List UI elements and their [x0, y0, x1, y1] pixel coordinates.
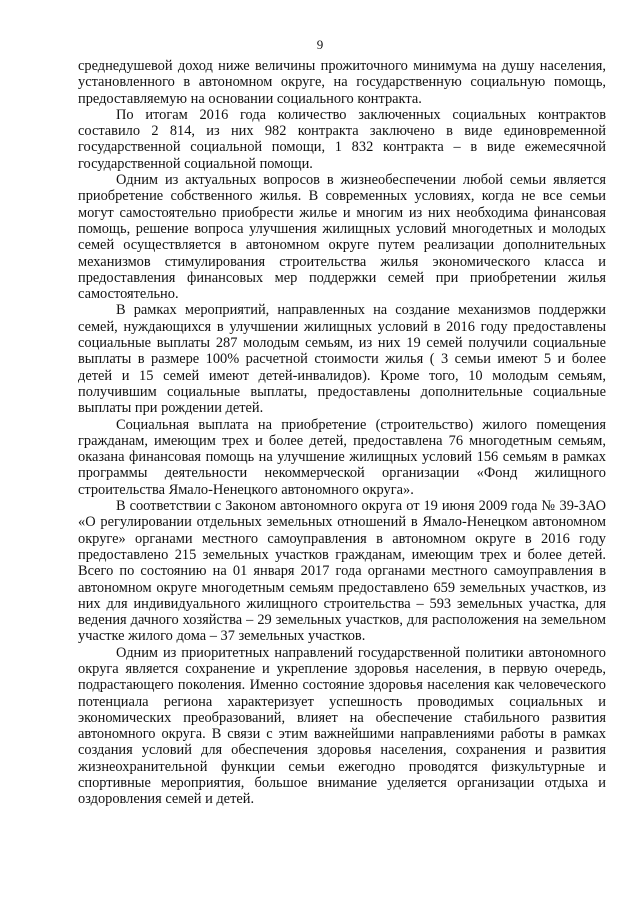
paragraph-population-health: Одним из приоритетных направлений государственной политики автономного округа является сохранение и укрепление здоровья населения, в первую очередь, подрастающего поколения. Именно состояние здоровья населения как человеческого потенциала региона характеризует успешность проводимых социальных и экономических преобразований, влияет на обеспечение стабильного развития автономного округа. В связи с этим важнейшими направлениями работы в рамках создания условий для обеспечения здоровья населения, сохранения и развития жизнеохранительной функции семьи ежегодно проводятся физкультурные и спортивные мероприятия, большое внимание уделяется организации отдыха и оздоровления семей и детей.	[78, 644, 606, 808]
paragraph-large-families-payment: Социальная выплата на приобретение (строительство) жилого помещения гражданам, имеющим трех и более детей, предоставлена 76 многодетным семьям, оказана финансовая помощь на улучшение жилищных условий 156 семьям в рамках программы деятельности некоммерческой организации «Фонд жилищного строительства Ямало-Ненецкого автономного округа».	[78, 416, 606, 498]
document-body	[78, 58, 606, 808]
paragraph-land-plots: В соответствии с Законом автономного округа от 19 июня 2009 года № 39-ЗАО «О регулировании отдельных земельных отношений в Ямало-Ненецком автономном округе» органами местного самоуправления в автономном округе в 2016 году предоставлено 215 земельных участков гражданам, имеющим трех и более детей. Всего по состоянию на 01 января 2017 года органами местного самоуправления в автономном округе многодетным семьям предоставлено 659 земельных участков, из них для индивидуального жилищного строительства – 593 земельных участка, для ведения дачного хозяйства – 29 земельных участков, для расположения на земельном участке жилого дома – 37 земельных участков.	[78, 498, 606, 645]
page-number: 9	[316, 37, 324, 52]
paragraph-housing-acquisition: Одним из актуальных вопросов в жизнеобеспечении любой семьи является приобретение собственного жилья. В современных условиях, когда не все семьи могут самостоятельно приобрести жилье и многим из них необходима финансовая помощь, решение вопроса улучшения жилищных условий многодетных и молодых семей осуществляется в автономном округе путем реализации дополнительных механизмов стимулирования строительства жилья экономического класса и предоставления финансовых мер поддержки семей при приобретении жилья самостоятельно.	[78, 172, 606, 303]
paragraph-social-contracts-2016: По итогам 2016 года количество заключенных социальных контрактов составило 2 814, из них 982 контракта заключено в виде единовременной государственной социальной помощи, 1 832 контракта – в виде ежемесячной государственной социальной помощи.	[78, 106, 606, 172]
paragraph-young-families-payments: В рамках мероприятий, направленных на создание механизмов поддержки семей, нуждающихся в улучшении жилищных условий в 2016 году предоставлены социальные выплаты 287 молодым семьям, из них 19 семей получили социальные выплаты в размере 100% расчетной стоимости жилья ( 3 семьи имеют 5 и более детей и 15 семей имеют детей-инвалидов). Кроме того, 10 молодым семьям, получившим социальные выплаты, предоставлены дополнительные социальные выплаты при рождении детей.	[78, 302, 606, 417]
paragraph-social-contract-continuation: среднедушевой доход ниже величины прожиточного минимума на душу населения, установленного в автономном округе, на государственную социальную помощь, предоставляемую на основании социального контракта.	[78, 58, 606, 107]
